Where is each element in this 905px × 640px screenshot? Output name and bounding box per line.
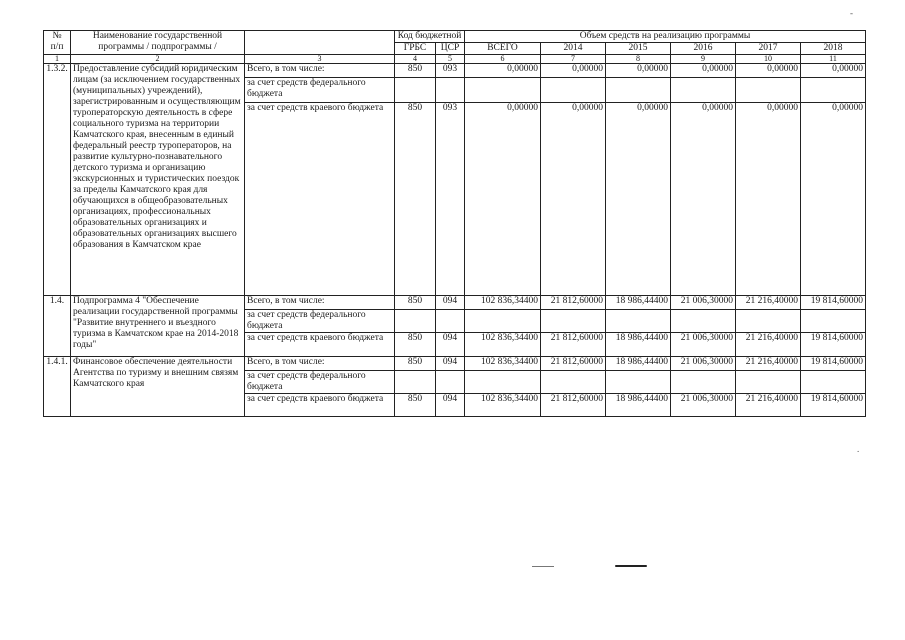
total-cell: 102 836,34400 bbox=[465, 333, 541, 357]
value-2015: 18 986,44400 bbox=[606, 333, 671, 357]
csr-cell bbox=[436, 371, 465, 394]
value-2017 bbox=[736, 310, 801, 333]
value-2017: 21 216,40000 bbox=[736, 333, 801, 357]
value-2016: 21 006,30000 bbox=[671, 394, 736, 417]
total-cell bbox=[465, 371, 541, 394]
value-2018 bbox=[801, 310, 866, 333]
program-name: Финансовое обеспечение деятельности Агентства по туризму и внешним связям Камчатского края bbox=[71, 357, 245, 417]
funding-source-label: за счет средств федерального бюджета bbox=[245, 310, 395, 333]
grbs-cell: 850 bbox=[395, 64, 436, 78]
col-number: 7 bbox=[541, 55, 606, 64]
header-year: 2017 bbox=[736, 43, 801, 55]
value-2016: 21 006,30000 bbox=[671, 333, 736, 357]
value-2014 bbox=[541, 371, 606, 394]
funding-source-label: за счет средств краевого бюджета bbox=[245, 333, 395, 357]
value-2018 bbox=[801, 78, 866, 103]
header-empty bbox=[245, 31, 395, 55]
scan-dash bbox=[615, 565, 647, 567]
csr-cell: 094 bbox=[436, 333, 465, 357]
total-cell: 0,00000 bbox=[465, 103, 541, 296]
value-2015 bbox=[606, 310, 671, 333]
header-csr: ЦСР bbox=[436, 43, 465, 55]
grbs-cell bbox=[395, 371, 436, 394]
grbs-cell: 850 bbox=[395, 357, 436, 371]
funding-source-label: Всего, в том числе: bbox=[245, 296, 395, 310]
scan-mark: - bbox=[850, 8, 853, 18]
header-row-1 bbox=[44, 31, 866, 43]
value-2018: 0,00000 bbox=[801, 64, 866, 78]
value-2017: 0,00000 bbox=[736, 103, 801, 296]
total-cell bbox=[465, 310, 541, 333]
value-2017 bbox=[736, 78, 801, 103]
value-2015: 18 986,44400 bbox=[606, 296, 671, 310]
col-number: 1 bbox=[44, 55, 71, 64]
value-2014: 0,00000 bbox=[541, 103, 606, 296]
value-2018: 19 814,60000 bbox=[801, 394, 866, 417]
total-cell: 102 836,34400 bbox=[465, 394, 541, 417]
table-row bbox=[44, 357, 866, 371]
table-row bbox=[44, 296, 866, 310]
header-year: 2014 bbox=[541, 43, 606, 55]
value-2016: 21 006,30000 bbox=[671, 357, 736, 371]
value-2017: 0,00000 bbox=[736, 64, 801, 78]
header-grbs: ГРБС bbox=[395, 43, 436, 55]
funding-source-label: за счет средств федерального бюджета bbox=[245, 78, 395, 103]
value-2016: 0,00000 bbox=[671, 103, 736, 296]
value-2014: 21 812,60000 bbox=[541, 357, 606, 371]
value-2014: 21 812,60000 bbox=[541, 333, 606, 357]
value-2018 bbox=[801, 371, 866, 394]
value-2015 bbox=[606, 371, 671, 394]
csr-cell: 093 bbox=[436, 103, 465, 296]
row-number: 1.3.2. bbox=[44, 64, 71, 296]
value-2017: 21 216,40000 bbox=[736, 394, 801, 417]
row-number: 1.4.1. bbox=[44, 357, 71, 417]
value-2016 bbox=[671, 78, 736, 103]
value-2016 bbox=[671, 371, 736, 394]
grbs-cell: 850 bbox=[395, 296, 436, 310]
total-cell: 102 836,34400 bbox=[465, 357, 541, 371]
value-2015: 0,00000 bbox=[606, 64, 671, 78]
csr-cell: 094 bbox=[436, 394, 465, 417]
value-2018: 19 814,60000 bbox=[801, 296, 866, 310]
budget-table bbox=[43, 30, 866, 417]
value-2016: 21 006,30000 bbox=[671, 296, 736, 310]
value-2015: 0,00000 bbox=[606, 103, 671, 296]
col-number: 9 bbox=[671, 55, 736, 64]
value-2018: 19 814,60000 bbox=[801, 357, 866, 371]
col-number: 11 bbox=[801, 55, 866, 64]
value-2015 bbox=[606, 78, 671, 103]
col-number: 8 bbox=[606, 55, 671, 64]
funding-source-label: за счет средств краевого бюджета bbox=[245, 103, 395, 296]
value-2016: 0,00000 bbox=[671, 64, 736, 78]
header-year: 2016 bbox=[671, 43, 736, 55]
grbs-cell: 850 bbox=[395, 394, 436, 417]
value-2014: 21 812,60000 bbox=[541, 296, 606, 310]
col-number: 6 bbox=[465, 55, 541, 64]
value-2014: 0,00000 bbox=[541, 64, 606, 78]
col-number: 4 bbox=[395, 55, 436, 64]
csr-cell: 093 bbox=[436, 64, 465, 78]
scan-dash bbox=[532, 566, 554, 567]
value-2014 bbox=[541, 78, 606, 103]
row-number: 1.4. bbox=[44, 296, 71, 357]
program-name: Подпрограмма 4 "Обеспечение реализации государственной программы "Развитие внутреннего и въездного туризма в Камчатском крае на 2014-2018 годы" bbox=[71, 296, 245, 357]
value-2014: 21 812,60000 bbox=[541, 394, 606, 417]
header-num: № п/п bbox=[44, 31, 71, 55]
value-2018: 19 814,60000 bbox=[801, 333, 866, 357]
program-name: Предоставление субсидий юридическим лицам (за исключением государственных (муниципальных) учреждений), зарегистрированным и осуществляющим туроператорскую деятельность в сфере социального туризма на территории Камчатского края, внесенным в единый федеральный реестр туроператоров, на развитие культурно-познавательного детского туризма и организацию экскурсионных и туристических поездок за пределы Камчатского края для обучающихся в общеобразовательных организациях, профессиональных образовательных организациях и образовательных организациях высшего образования в Камчатском крае bbox=[71, 64, 245, 296]
header-total: ВСЕГО bbox=[465, 43, 541, 55]
scan-mark: . bbox=[857, 444, 860, 454]
value-2015: 18 986,44400 bbox=[606, 357, 671, 371]
column-number-row bbox=[44, 55, 866, 64]
csr-cell: 094 bbox=[436, 296, 465, 310]
header-name: Наименование государственной программы / подпрограммы / bbox=[71, 31, 245, 55]
grbs-cell bbox=[395, 310, 436, 333]
grbs-cell: 850 bbox=[395, 103, 436, 296]
value-2017: 21 216,40000 bbox=[736, 296, 801, 310]
value-2014 bbox=[541, 310, 606, 333]
header-year: 2015 bbox=[606, 43, 671, 55]
csr-cell: 094 bbox=[436, 357, 465, 371]
funding-source-label: за счет средств краевого бюджета bbox=[245, 394, 395, 417]
total-cell: 0,00000 bbox=[465, 64, 541, 78]
header-budget-code: Код бюджетной bbox=[395, 31, 465, 43]
grbs-cell: 850 bbox=[395, 333, 436, 357]
csr-cell bbox=[436, 310, 465, 333]
funding-source-label: за счет средств федерального бюджета bbox=[245, 371, 395, 394]
funding-source-label: Всего, в том числе: bbox=[245, 64, 395, 78]
csr-cell bbox=[436, 78, 465, 103]
header-funding: Объем средств на реализацию программы bbox=[465, 31, 866, 43]
table-row bbox=[44, 64, 866, 78]
grbs-cell bbox=[395, 78, 436, 103]
value-2017 bbox=[736, 371, 801, 394]
col-number: 3 bbox=[245, 55, 395, 64]
value-2017: 21 216,40000 bbox=[736, 357, 801, 371]
col-number: 5 bbox=[436, 55, 465, 64]
value-2015: 18 986,44400 bbox=[606, 394, 671, 417]
col-number: 10 bbox=[736, 55, 801, 64]
col-number: 2 bbox=[71, 55, 245, 64]
header-year: 2018 bbox=[801, 43, 866, 55]
value-2016 bbox=[671, 310, 736, 333]
total-cell bbox=[465, 78, 541, 103]
value-2018: 0,00000 bbox=[801, 103, 866, 296]
total-cell: 102 836,34400 bbox=[465, 296, 541, 310]
funding-source-label: Всего, в том числе: bbox=[245, 357, 395, 371]
